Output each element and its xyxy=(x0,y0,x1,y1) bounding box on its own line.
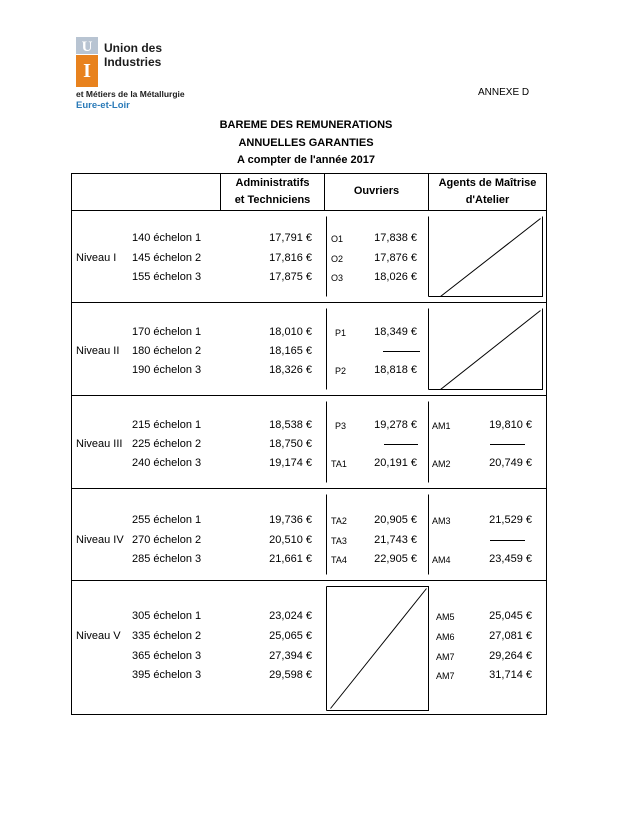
annexe-label: ANNEXE D xyxy=(478,87,530,98)
empty-dash xyxy=(384,444,418,445)
logo-line-4: Eure-et-Loir xyxy=(76,100,130,111)
admin-salary: 18,750 € xyxy=(269,438,312,450)
ouvrier-salary: 18,818 € xyxy=(374,364,417,376)
echelon: 365 échelon 3 xyxy=(132,650,202,662)
echelon: 145 échelon 2 xyxy=(132,252,202,264)
agent-code: AM7 xyxy=(436,671,455,681)
echelon: 240 échelon 3 xyxy=(132,457,202,469)
agent-code: AM2 xyxy=(432,459,451,469)
header-admin-line-1: Administratifs xyxy=(235,177,310,189)
echelon: 140 échelon 1 xyxy=(132,232,202,244)
admin-salary: 18,010 € xyxy=(269,326,312,338)
ouvrier-salary: 17,876 € xyxy=(374,252,417,264)
niveau-label: Niveau II xyxy=(76,345,120,357)
ouvrier-salary: 20,905 € xyxy=(374,514,417,526)
agent-code: AM7 xyxy=(436,652,455,662)
echelon: 180 échelon 2 xyxy=(132,345,202,357)
agent-salary: 21,529 € xyxy=(489,514,532,526)
ouvrier-salary: 21,743 € xyxy=(374,534,417,546)
echelon: 225 échelon 2 xyxy=(132,438,202,450)
agent-salary: 25,045 € xyxy=(489,610,532,622)
admin-salary: 18,538 € xyxy=(269,419,312,431)
admin-salary: 21,661 € xyxy=(269,553,312,565)
admin-salary: 19,174 € xyxy=(269,457,312,469)
agent-code: AM5 xyxy=(436,612,455,622)
niveau-label: Niveau I xyxy=(76,252,117,264)
agent-code: AM1 xyxy=(432,421,451,431)
admin-salary: 25,065 € xyxy=(269,630,312,642)
agent-salary: 31,714 € xyxy=(489,669,532,681)
niveau-label: Niveau III xyxy=(76,438,123,450)
echelon: 270 échelon 2 xyxy=(132,534,202,546)
admin-salary: 19,736 € xyxy=(269,514,312,526)
admin-salary: 18,165 € xyxy=(269,345,312,357)
agent-salary: 19,810 € xyxy=(489,419,532,431)
empty-dash xyxy=(383,351,420,352)
header-ouvriers: Ouvriers xyxy=(353,185,400,197)
agent-salary: 23,459 € xyxy=(489,553,532,565)
echelon: 285 échelon 3 xyxy=(132,553,202,565)
admin-salary: 23,024 € xyxy=(269,610,312,622)
empty-dash xyxy=(490,444,525,445)
ouvrier-code: P2 xyxy=(335,366,347,376)
ouvrier-code: TA2 xyxy=(331,516,347,526)
header-agents-line-1: Agents de Maîtrise xyxy=(438,177,537,189)
ouvrier-salary: 17,838 € xyxy=(374,232,417,244)
admin-salary: 27,394 € xyxy=(269,650,312,662)
ouvrier-salary: 22,905 € xyxy=(374,553,417,565)
agent-salary: 27,081 € xyxy=(489,630,532,642)
ouvrier-salary: 19,278 € xyxy=(374,419,417,431)
admin-salary: 18,326 € xyxy=(269,364,312,376)
ouvrier-code: O3 xyxy=(331,273,344,283)
echelon: 335 échelon 2 xyxy=(132,630,202,642)
agent-code: AM6 xyxy=(436,632,455,642)
admin-salary: 17,791 € xyxy=(269,232,312,244)
ouvrier-salary: 18,349 € xyxy=(374,326,417,338)
admin-salary: 20,510 € xyxy=(269,534,312,546)
echelon: 395 échelon 3 xyxy=(132,669,202,681)
logo-line-2: Industries xyxy=(104,55,162,69)
echelon: 155 échelon 3 xyxy=(132,271,202,283)
ouvrier-salary: 20,191 € xyxy=(374,457,417,469)
svg-text:U: U xyxy=(81,39,93,55)
agent-code: AM4 xyxy=(432,555,451,565)
header-admin xyxy=(221,175,324,209)
echelon: 305 échelon 1 xyxy=(132,610,202,622)
ouvrier-code: P3 xyxy=(335,421,347,431)
empty-dash xyxy=(490,540,525,541)
ouvrier-code: O1 xyxy=(331,234,344,244)
admin-salary: 29,598 € xyxy=(269,669,312,681)
admin-salary: 17,875 € xyxy=(269,271,312,283)
ouvrier-code: O2 xyxy=(331,254,344,264)
logo-line-1: Union des xyxy=(104,41,163,55)
admin-salary: 17,816 € xyxy=(269,252,312,264)
logo-line-3: et Métiers de la Métallurgie xyxy=(76,89,185,99)
ouvrier-code: P1 xyxy=(335,328,347,338)
agent-salary: 29,264 € xyxy=(489,650,532,662)
niveau-label: Niveau V xyxy=(76,630,121,642)
header-agents xyxy=(429,175,546,209)
ouvrier-code: TA1 xyxy=(331,459,347,469)
title-line-3: A compter de l'année 2017 xyxy=(237,154,375,166)
echelon: 255 échelon 1 xyxy=(132,514,202,526)
ouvrier-code: TA4 xyxy=(331,555,347,565)
agent-code: AM3 xyxy=(432,516,451,526)
echelon: 215 échelon 1 xyxy=(132,419,202,431)
title-line-2: ANNUELLES GARANTIES xyxy=(238,136,374,149)
title-line-1: BAREME DES REMUNERATIONS xyxy=(219,119,393,131)
header-agents-line-2: d'Atelier xyxy=(465,194,510,206)
echelon: 170 échelon 1 xyxy=(132,326,202,338)
ouvrier-code: TA3 xyxy=(331,536,347,546)
agent-salary: 20,749 € xyxy=(489,457,532,469)
header-admin-line-2: et Techniciens xyxy=(234,194,311,206)
svg-text:I: I xyxy=(83,60,91,82)
echelon: 190 échelon 3 xyxy=(132,364,202,376)
ouvrier-salary: 18,026 € xyxy=(374,271,417,283)
niveau-label: Niveau IV xyxy=(76,534,124,546)
